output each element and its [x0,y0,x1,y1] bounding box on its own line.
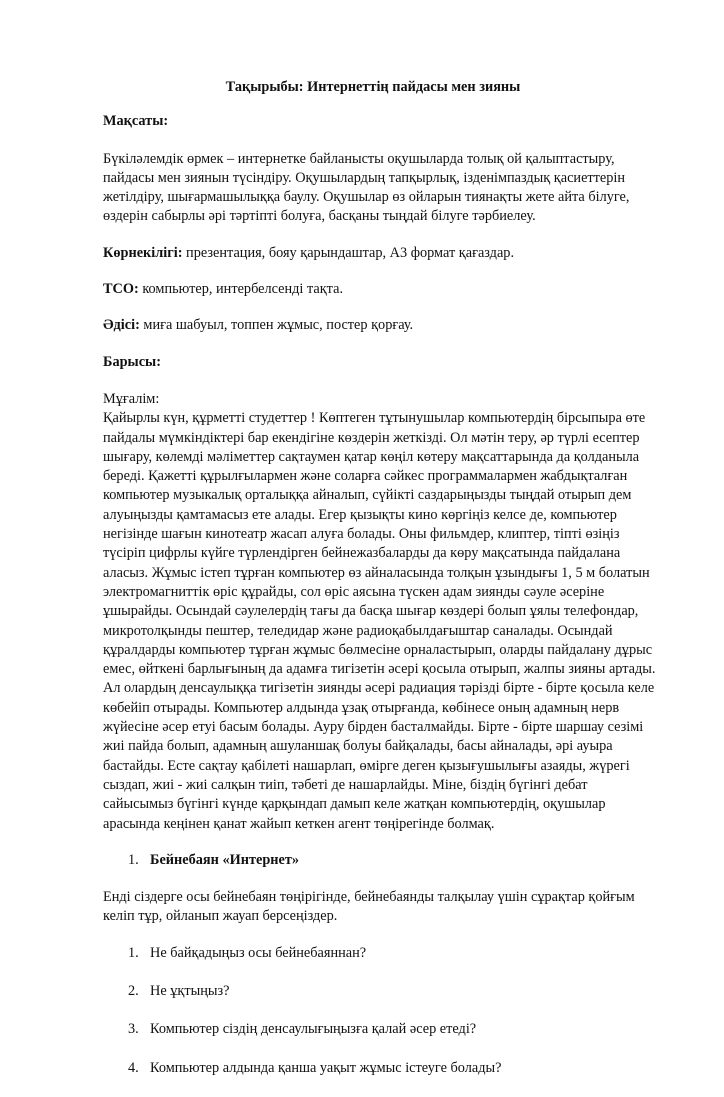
visual-aids-line [103,244,643,263]
video-heading [103,851,643,870]
teacher-line: шығару, көлемді мәліметтер сақтаумен қатар көңіл көтеру мақсаттарында да қолданыла [103,448,640,465]
goal-line: Бүкіләлемдік өрмек – интернетке байланысты оқушыларда толық ой қалыптастыру, [103,150,615,167]
goal-heading: Мақсаты: [103,113,169,130]
teacher-line: ұшырайды. Осындай сәулелердің тағы да басқа шығар көздері болып ұялы телефондар, [103,603,639,620]
prompt-line: келіп тұр, ойланып жауап берсеңіздер. [103,908,338,925]
question-text: Компьютер алдында қанша уақыт жұмыс істеуге болады? [150,1059,502,1076]
question-text: Не ұқтыңыз? [150,982,230,999]
progress-heading: Барысы: [103,353,161,370]
goal-paragraph [103,150,643,227]
document-page [103,78,656,1097]
teacher-line: Ал олардың денсаулыққа тигізетін зиянды әсері радиация тәрізді бірте - бірте қосыла келе [103,680,655,697]
method-label: Әдісі: [103,317,140,334]
teacher-line: емес, өйткені барлығының да адамға тигізетін әсері қосыла отырып, жалпы зияны артады. [103,661,656,678]
method-text: миға шабуыл, топпен жұмыс, постер қорғау. [139,317,414,334]
teacher-line: құралдарды компьютер тұрған жұмыс бөлмесіне орналастырып, оларды пайдалану дұрыс [103,641,653,658]
teacher-line: береді. Қажетті құрылғылармен және соларға сәйкес программалармен жабдықталған [103,468,628,485]
goal-line: пайдасы мен зиянын түсіндіру. Оқушылардың тапқырлық, ізденімпаздық қасиеттерін [103,169,626,186]
question-text: Не байқадыңыз осы бейнебаяннан? [150,944,367,961]
teacher-line: компьютер музыкалық орталыққа айналып, сүйікті саздарыңызды тыңдай отырып дем [103,487,632,504]
teacher-line: алуыңызды қамтамасыз ете алады. Егер қызықты кино көргіңіз келсе де, компьютер [103,506,617,523]
prompt-paragraph [103,888,643,927]
teacher-line: микротолқынды пештер, теледидар және радиоқабылдағыштар саналады. Осындай [103,622,613,639]
prompt-line: Енді сіздерге осы бейнебаян төңірігінде, бейнебаянды талқылау үшін сұрақтар қойғым [103,889,635,906]
teacher-line: түсіріп цифрлы күйге түрлендірген бейнежазбаларды да көру мақсатында пайдалана [103,545,621,562]
question-item [103,1059,643,1078]
question-number: 1. [128,944,139,961]
question-list [103,944,643,1078]
tso-line [103,280,643,299]
method-line [103,316,643,335]
question-number: 3. [128,1021,139,1038]
video-number: 1. [128,851,139,868]
teacher-line: негізінде шағын кинотеатр жасап алуға болады. Оны фильмдер, клиптер, тіпті өзіңіз [103,526,620,543]
question-number: 2. [128,982,139,999]
teacher-line: Қайырлы күн, құрметті студеттер ! Көптеген тұтынушылар компьютердің бірсыпыра өте [103,410,646,427]
question-item [103,1020,643,1039]
document-title: Тақырыбы: Интернеттің пайдасы мен зияны [225,79,521,95]
visual-aids-label: Көрнекілігі: [103,244,183,261]
teacher-line: аласыз. Жұмыс істеп тұрған компьютер өз айналасында толқын ұзындығы 1, 5 м болатын [103,564,650,581]
visual-aids-text: презентация, бояу қарындаштар, А3 формат қағаздар. [182,244,515,261]
question-item [103,982,643,1001]
video-label: Бейнебаян «Интернет» [150,851,300,868]
teacher-line: арасында кеңінен қанат жайып кеткен агент төңірегінде болмақ. [103,815,495,832]
teacher-line: жиі пайда болып, адамның ашуланшақ болуы байқалады, басы айналады, әрі ауыра [103,738,613,755]
goal-line: өздерін сабырлы әрі тәртіпті болуға, басқаны тыңдай білуге тәрбиелеу. [103,208,536,225]
goal-line: жетілдіру, шығармашылыққа баулу. Оқушылар өз ойларын тиянақты жете айта білуге, [103,189,630,206]
teacher-line: жүйесіне әсер етуі басым болады. Ауру бірден басталмайды. Бірте - бірте шаршау сезімі [103,719,644,736]
teacher-line: көбейіп отырады. Компьютер алдында ұзақ отырғанда, көбінесе оның адамның нерв [103,699,620,716]
tso-text: компьютер, интербелсенді тақта. [138,281,344,298]
question-text: Компьютер сіздің денсаулығыңызға қалай әсер етеді? [150,1021,477,1038]
question-item [103,944,643,963]
tso-label: ТСО: [103,281,139,298]
teacher-paragraph [103,390,656,834]
teacher-line: сыздап, жиі - жиі салқын тиіп, тәбеті де нашарлайды. Міне, біздің бүгінгі дебат [103,776,588,793]
teacher-line: бастайды. Есте сақтау қабілеті нашарлап, өмірге деген қызығушылығы азаяды, жүрегі [103,757,630,774]
teacher-line: электромагниттік өріс құрайды, сол өріс аясына түскен адам зиянды сәуле әсеріне [103,583,605,600]
teacher-line: пайдалы мүмкіндіктері бар екендігіне көздерін жеткізді. Ол мәтін теру, әр түрлі есептер [103,429,640,446]
teacher-line: сайысымыз бүгінгі күнде қарқындап дамып келе жатқан компьютердің, оқушылар [103,796,606,813]
question-number: 4. [128,1059,139,1076]
teacher-label: Мұғалім: [103,390,160,407]
